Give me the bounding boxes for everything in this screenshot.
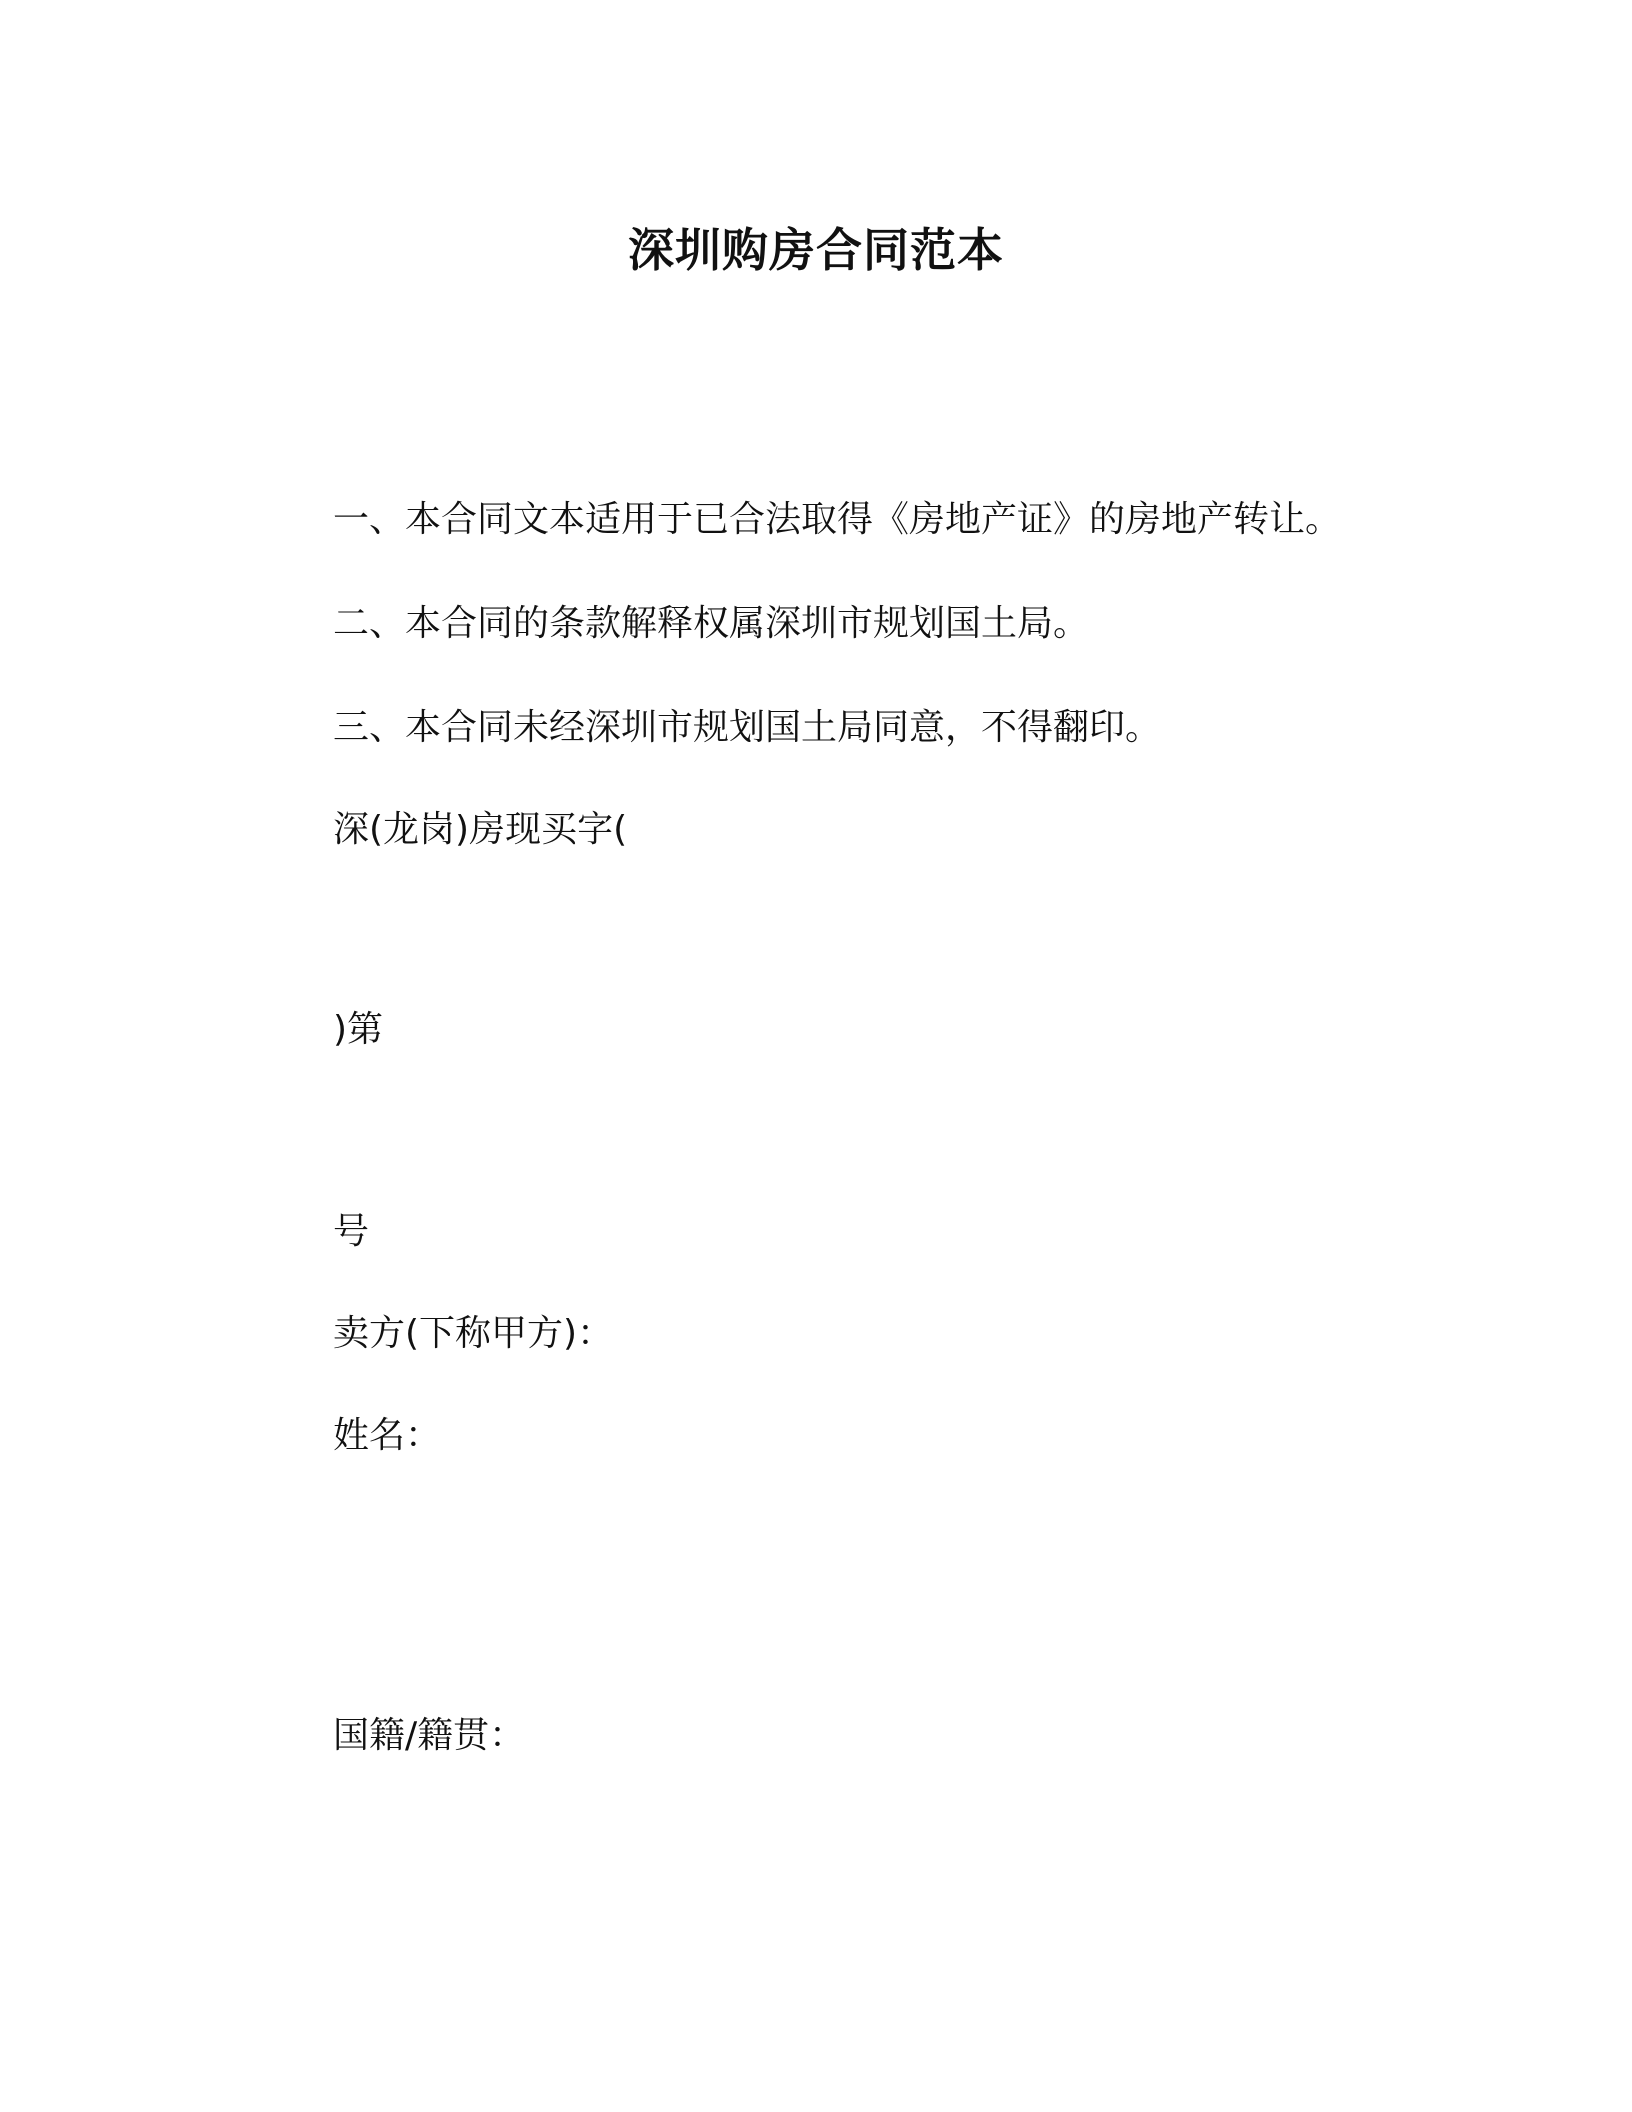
contract-number-middle: )第 (333, 1009, 384, 1050)
seller-name-label: 姓名： (333, 1415, 442, 1456)
clause-3: 三、本合同未经深圳市规划国土局同意，不得翻印。 (333, 707, 1162, 748)
clause-2: 二、本合同的条款解释权属深圳市规划国土局。 (333, 603, 1090, 644)
contract-number-prefix: 深(龙岗)房现买字( (333, 809, 628, 850)
seller-nationality-label: 国籍/籍贯： (333, 1715, 526, 1756)
clause-1: 一、本合同文本适用于已合法取得《房地产证》的房地产转让。 (333, 499, 1342, 540)
seller-heading: 卖方(下称甲方)： (333, 1313, 614, 1354)
contract-number-suffix: 号 (333, 1211, 370, 1252)
document-title: 深圳购房合同范本 (628, 223, 1004, 277)
